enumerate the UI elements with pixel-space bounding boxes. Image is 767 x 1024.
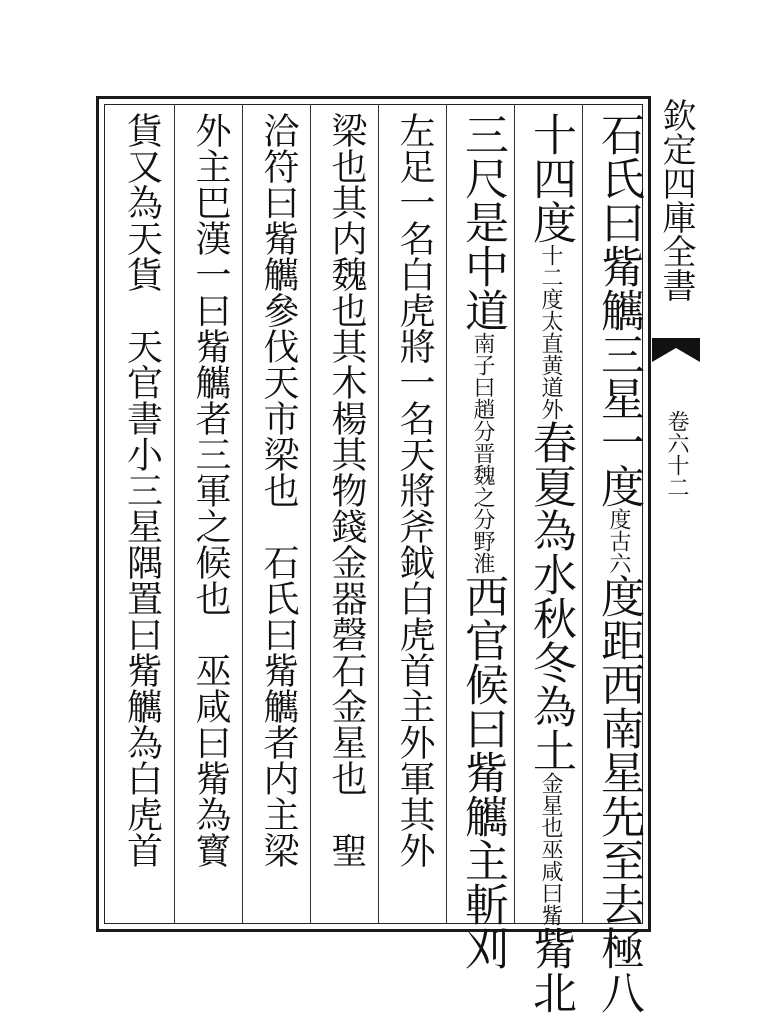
annotation-text: 古六 bbox=[606, 530, 631, 574]
main-text: 觜北 bbox=[525, 926, 576, 1014]
annotation-text: 南子曰趙分 bbox=[470, 332, 495, 442]
annotation-text: 直黄道外 bbox=[538, 332, 563, 420]
annotation-text: 晋魏之分野淮 bbox=[470, 442, 495, 574]
column-rule bbox=[310, 104, 311, 924]
juan-number-text: 卷六十二 bbox=[664, 410, 689, 498]
main-text: 石氏曰觜觽者内主梁 bbox=[258, 544, 299, 868]
text-column-2 bbox=[520, 112, 580, 1014]
main-text: 春夏為水秋冬為土 bbox=[525, 420, 576, 772]
main-text: 西官候曰觜觽主斬刈 bbox=[457, 574, 508, 970]
text-column-6 bbox=[248, 112, 308, 922]
column-rule bbox=[514, 104, 515, 924]
main-text: 石氏曰觜觽三星一度 bbox=[593, 112, 644, 508]
annotation-pair bbox=[537, 244, 563, 420]
column-rule bbox=[174, 104, 175, 924]
main-text: 左足一名白虎將一名天將斧鉞白虎首主外軍其外 bbox=[394, 112, 435, 868]
column-text bbox=[119, 112, 166, 922]
text-column-3 bbox=[452, 112, 512, 970]
main-text: 度距西南星先至去極八 bbox=[593, 574, 644, 1014]
main-text: 聖 bbox=[326, 832, 367, 868]
main-text: 三尺是中道 bbox=[457, 112, 508, 332]
text-column-4 bbox=[384, 112, 444, 922]
margin-book-title bbox=[652, 98, 700, 338]
margin-juan-number bbox=[656, 410, 696, 610]
main-text: 貨又為天貨 bbox=[121, 112, 163, 292]
text-column-5 bbox=[316, 112, 376, 922]
main-text: 十四度 bbox=[525, 112, 576, 244]
annotation-text: 巫咸曰觜 bbox=[538, 838, 563, 926]
fishtail-mark-icon bbox=[652, 338, 700, 362]
text-column-7 bbox=[180, 112, 240, 922]
column-text bbox=[389, 112, 439, 922]
annotation-text: 金星也 bbox=[538, 772, 563, 838]
column-text bbox=[591, 112, 645, 1014]
main-text: 天官書小三星隅置曰觜觽為白虎首 bbox=[121, 328, 163, 868]
annotation-text: 度 bbox=[606, 508, 631, 530]
annotation-pair bbox=[469, 332, 495, 574]
annotation-pair bbox=[537, 772, 563, 926]
column-text bbox=[523, 112, 577, 1014]
column-rule bbox=[242, 104, 243, 924]
column-rule bbox=[446, 104, 447, 924]
main-text: 洽符曰觜觽參伐天市梁也 bbox=[258, 112, 299, 508]
book-title-text: 欽定四庫全書 bbox=[656, 98, 696, 302]
column-text bbox=[321, 112, 371, 922]
main-text: 外主巴漢一曰觜觽者三軍之候也 bbox=[190, 112, 231, 616]
main-text: 梁也其内魏也其木楊其物錢金器磬石金星也 bbox=[326, 112, 367, 796]
annotation-pair bbox=[605, 508, 631, 574]
annotation-text: 十二度太 bbox=[538, 244, 563, 332]
column-text bbox=[253, 112, 303, 922]
column-rule bbox=[582, 104, 583, 924]
column-text bbox=[185, 112, 235, 922]
text-column-8 bbox=[112, 112, 172, 922]
main-text: 巫咸曰觜為寳 bbox=[190, 652, 231, 868]
column-rule bbox=[378, 104, 379, 924]
column-text bbox=[455, 112, 509, 970]
text-column-1 bbox=[588, 112, 648, 1014]
